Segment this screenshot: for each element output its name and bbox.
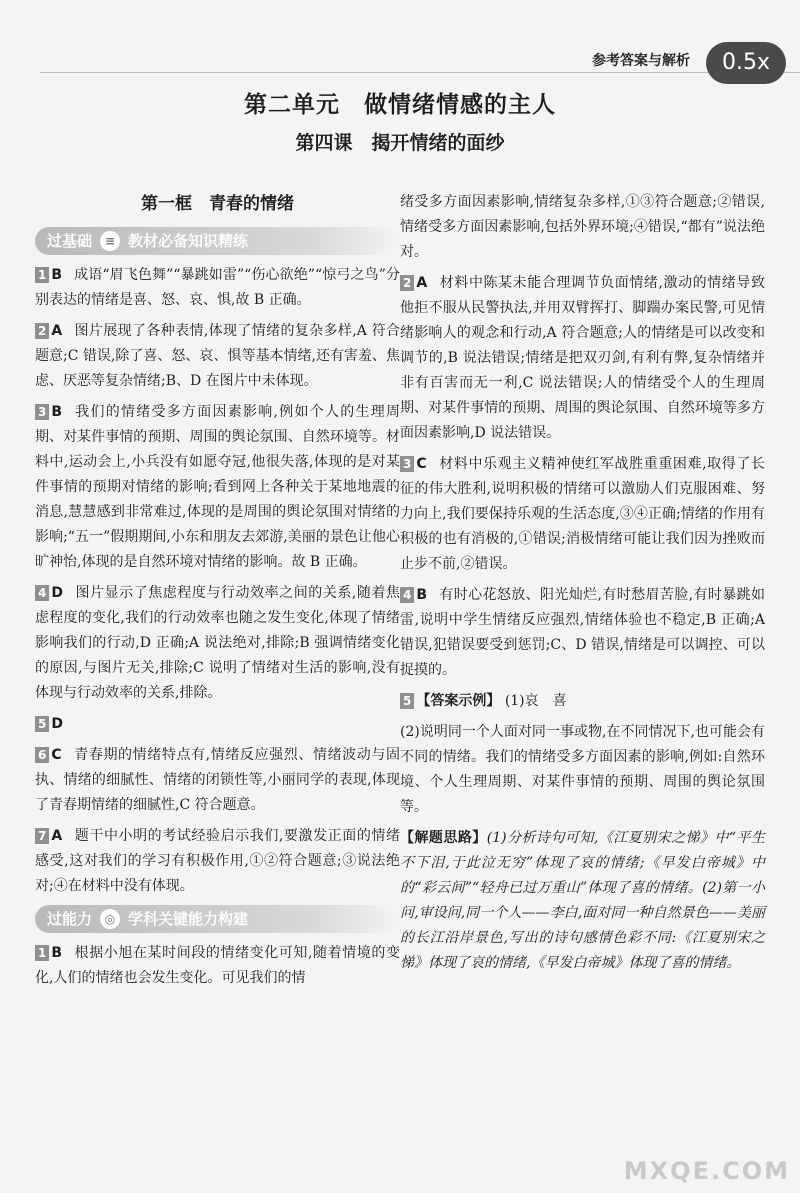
q5-part1: (1)哀 喜 — [504, 693, 567, 709]
item-number: 2 — [400, 275, 414, 291]
item-number: 5 — [400, 693, 414, 709]
q5-thinking — [400, 826, 765, 976]
watermark: MXQE.COM — [623, 1157, 790, 1185]
section-ability-name: 过能力 — [47, 909, 93, 928]
answer-item — [35, 824, 400, 899]
item-number: 7 — [35, 828, 49, 844]
item-number: 4 — [35, 585, 49, 601]
answer-item — [400, 452, 765, 577]
section-basics — [35, 227, 400, 255]
ability-item — [35, 941, 400, 991]
header-label: 参考答案与解析 — [592, 53, 690, 69]
item-number: 1 — [35, 945, 49, 961]
item-text: 材料中乐观主义精神使红军战胜重重困难,取得了长征的伟大胜利,说明积极的情绪可以激励人们克服困难、努力向上,我们要保持乐观的生活态度,③④正确;情绪的作用有积极的也有消极的,①错误;消极情绪可能让我们因为挫败而止步不前,②错误。 — [400, 456, 765, 572]
item-text: 图片显示了焦虑程度与行动效率之间的关系,随着焦虑程度的变化,我们的行动效率也随之发生变化,体现了情绪影响我们的行动,D 正确;A 说法绝对,排除;B 强调情绪变化的原因,与图片无关,排除;C 说明了情绪对生活的影响,没有体现与行动效率的关系,排除。 — [35, 585, 400, 701]
item-text: 图片展现了各种表情,体现了情绪的复杂多样,A 符合题意;C 错误,除了喜、怒、哀、惧等基本情绪,还有害羞、焦虑、厌恶等复杂情绪;B、D 在图片中未体现。 — [35, 323, 400, 389]
section-ability-subtitle: 学科关键能力构建 — [128, 909, 249, 928]
answer-item — [400, 583, 765, 683]
section-basics-subtitle: 教材必备知识精练 — [128, 231, 249, 250]
answer-item — [35, 319, 400, 394]
item-answer: D — [51, 585, 63, 601]
answer-item — [35, 400, 400, 575]
item-answer: D — [51, 716, 63, 732]
item-number: 3 — [400, 456, 414, 472]
playback-speed-button[interactable]: 0.5x — [706, 42, 786, 84]
item-text: 材料中陈某未能合理调节负面情绪,激动的情绪导致他拒不服从民警执法,并用双臂挥打、脚踹办案民警,可见情绪影响人的观念和行动,A 符合题意;人的情绪是可以改变和调节的,B 说法错误;情绪是把双刃剑,有利有弊,复杂情绪并非有百害而无一利,C 说法错误;人的情绪受个人的生理周期、对某件事情的预期、周围的舆论氛围、自然环境等多方面因素影响,D 说法错误。 — [400, 275, 765, 441]
item-answer: B — [416, 587, 428, 603]
answer-item — [35, 581, 400, 706]
answer-item — [35, 743, 400, 818]
q5-part2: (2)说明同一个人面对同一事或物,在不同情况下,也可能会有不同的情绪。我们的情绪受多方面因素的影响,例如:自然环境、个人生理周期、对某件事情的预期、周围的舆论氛围等。 — [400, 724, 765, 815]
left-column — [35, 190, 400, 997]
item-number: 5 — [35, 716, 49, 732]
item-answer: B — [51, 404, 63, 420]
medal-icon: ◎ — [100, 909, 120, 929]
answer-list — [35, 263, 400, 899]
item-answer: A — [416, 275, 428, 291]
thinking-label: 【解题思路】 — [400, 830, 487, 846]
answer-list — [400, 271, 765, 683]
item-text: 我们的情绪受多方面因素影响,例如个人的生理周期、对某件事情的预期、周围的舆论氛围、自然环境等。材料中,运动会上,小兵没有如愿夺冠,他很失落,体现的是对某件事情的预期对情绪的影响;看到网上各种关于某地地震的消息,慧慧感到非常难过,体现的是周围的舆论氛围对情绪的影响;“五一”假期期间,小东和朋友去郊游,美丽的景色让他心旷神怡,体现的是自然环境对情绪的影响。故 B 正确。 — [35, 404, 400, 570]
lesson-title: 第四课 揭开情绪的面纱 — [295, 132, 505, 154]
item-answer: B — [51, 945, 63, 961]
continued-text: 绪受多方面因素影响,情绪复杂多样,①③符合题意;②错误,情绪受多方面因素影响,包括外界环境;④错误,“都有”说法绝对。 — [400, 194, 765, 260]
item-answer: C — [416, 456, 427, 472]
item-number: 1 — [35, 267, 49, 283]
item-number: 3 — [35, 404, 49, 420]
item-text: 成语“眉飞色舞”“暴跳如雷”“伤心欲绝”“惊弓之鸟”分别表达的情绪是喜、怒、哀、惧,故 B 正确。 — [35, 267, 400, 308]
frame-title: 第一框 青春的情绪 — [141, 194, 294, 214]
item-number: 6 — [35, 747, 49, 763]
answer-item — [400, 271, 765, 446]
right-column — [400, 190, 765, 982]
item-text: 题干中小明的考试经验启示我们,要激发正面的情绪感受,这对我们的学习有积极作用,①②符合题意;③说法绝对;④在材料中没有体现。 — [35, 828, 400, 894]
item-text: 有时心花怒放、阳光灿烂,有时愁眉苦脸,有时暴跳如雷,说明中学生情绪反应强烈,情绪体验也不稳定,B 正确;A 错误,犯错误要受到惩罚;C、D 错误,情绪是可以调控、可以捉摸的。 — [400, 587, 765, 678]
section-basics-name: 过基础 — [47, 231, 93, 250]
answer-item — [35, 712, 400, 737]
item-text: 根据小旭在某时间段的情绪变化可知,随着情境的变化,人们的情绪也会发生变化。可见我们的情 — [35, 945, 400, 986]
item-answer: C — [51, 747, 62, 763]
item-answer: A — [51, 323, 63, 339]
item-number: 4 — [400, 587, 414, 603]
answer-example-label: 【答案示例】 — [416, 693, 501, 709]
unit-title: 第二单元 做情绪情感的主人 — [244, 92, 556, 118]
clipboard-icon: ≡ — [100, 231, 120, 251]
item-number: 2 — [35, 323, 49, 339]
q5-answer — [400, 689, 765, 714]
thinking-text: (1)分析诗句可知,《江夏别宋之悌》中“平生不下泪,于此泣无穷”体现了哀的情绪;《早发白帝城》中的“彩云间”“轻舟已过万重山”体现了喜的情绪。(2)第一小问,审设问,同一个人——李白,面对同一种自然景色——美丽的长江沿岸景色,写出的诗句感情色彩不同:《江夏别宋之悌》体现了哀的情绪,《早发白帝城》体现了喜的情绪。 — [400, 830, 766, 971]
item-answer: A — [51, 828, 63, 844]
item-text: 青春期的情绪特点有,情绪反应强烈、情绪波动与固执、情绪的细腻性、情绪的闭锁性等,小丽同学的表现,体现了青春期情绪的细腻性,C 符合题意。 — [35, 747, 400, 813]
answer-item — [35, 263, 400, 313]
header-bar — [40, 48, 800, 73]
section-ability — [35, 905, 400, 933]
item-answer: B — [51, 267, 63, 283]
